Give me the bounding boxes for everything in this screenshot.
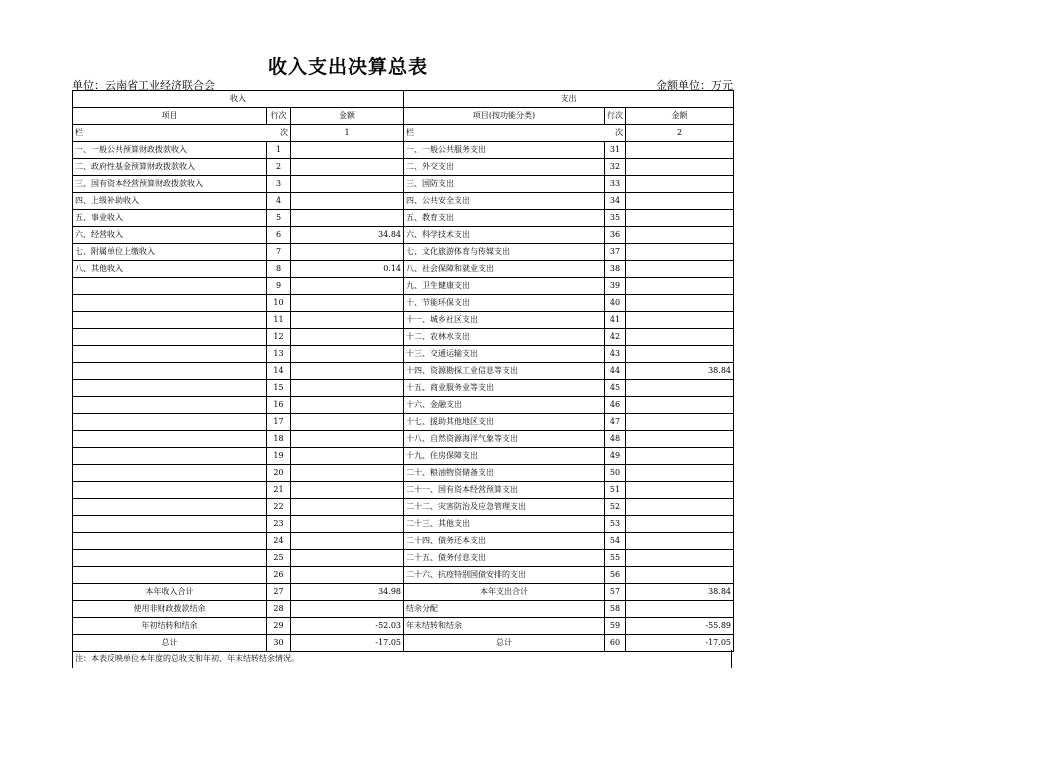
income-item	[73, 278, 267, 295]
expense-row-number: 44	[605, 363, 626, 380]
income-row-number: 27	[267, 584, 291, 601]
income-amount	[291, 159, 404, 176]
expense-amount	[626, 499, 734, 516]
expense-row-number: 57	[605, 584, 626, 601]
expense-item: 七、文化旅游体育与传媒支出	[404, 244, 605, 261]
table-row	[73, 363, 734, 380]
income-amount	[291, 465, 404, 482]
income-amount	[291, 448, 404, 465]
table-row	[73, 295, 734, 312]
income-row-number: 16	[267, 397, 291, 414]
expense-row-number: 52	[605, 499, 626, 516]
expense-amount: 38.84	[626, 584, 734, 601]
table-row	[73, 142, 734, 159]
expense-row-number: 55	[605, 550, 626, 567]
page-title: 收入支出决算总表	[267, 56, 428, 78]
expense-summary-item: 本年支出合计	[404, 584, 605, 601]
expense-item: 十四、资源勘探工业信息等支出	[404, 363, 605, 380]
expense-item: 四、公共安全支出	[404, 193, 605, 210]
expense-item: 二十四、债务还本支出	[404, 533, 605, 550]
summary-row	[73, 618, 734, 635]
income-item	[73, 533, 267, 550]
expense-summary-item: 结余分配	[404, 601, 605, 618]
income-item	[73, 567, 267, 584]
expense-item: 二十三、其他支出	[404, 516, 605, 533]
amount-unit-label: 金额单位：万元	[656, 79, 733, 92]
income-amount	[291, 567, 404, 584]
expense-row-number: 35	[605, 210, 626, 227]
expense-amount: -55.89	[626, 618, 734, 635]
table-row	[73, 261, 734, 278]
summary-row	[73, 601, 734, 618]
summary-row	[73, 584, 734, 601]
income-item	[73, 380, 267, 397]
expense-amount	[626, 261, 734, 278]
expense-amount	[626, 448, 734, 465]
expense-amount	[626, 142, 734, 159]
table-row	[73, 329, 734, 346]
income-amount	[291, 193, 404, 210]
table-row	[73, 210, 734, 227]
income-amount: -52.03	[291, 618, 404, 635]
expense-item: 十九、住房保障支出	[404, 448, 605, 465]
income-row-number: 6	[267, 227, 291, 244]
expense-summary-item: 年末结转和结余	[404, 618, 605, 635]
expense-column-index: 2	[626, 125, 734, 142]
income-item	[73, 431, 267, 448]
income-summary-item: 本年收入合计	[73, 584, 267, 601]
income-summary-item: 年初结转和结余	[73, 618, 267, 635]
header-income-item: 项目	[73, 108, 267, 125]
income-item	[73, 482, 267, 499]
income-row-number: 20	[267, 465, 291, 482]
expense-amount: -17.05	[626, 635, 734, 652]
expense-row-number: 50	[605, 465, 626, 482]
table-row	[73, 533, 734, 550]
income-row-number: 22	[267, 499, 291, 516]
table-row	[73, 176, 734, 193]
income-row-number: 11	[267, 312, 291, 329]
income-amount	[291, 601, 404, 618]
expense-row-number: 39	[605, 278, 626, 295]
column-index-row	[73, 125, 734, 142]
income-amount	[291, 533, 404, 550]
income-amount	[291, 363, 404, 380]
table-row	[73, 516, 734, 533]
expense-row-number: 49	[605, 448, 626, 465]
expense-row-number: 46	[605, 397, 626, 414]
expense-item: 十三、交通运输支出	[404, 346, 605, 363]
income-amount	[291, 142, 404, 159]
ci-label: 次	[280, 128, 288, 137]
expense-item: 九、卫生健康支出	[404, 278, 605, 295]
income-item	[73, 329, 267, 346]
table-row	[73, 193, 734, 210]
income-row-number: 8	[267, 261, 291, 278]
table-row	[73, 227, 734, 244]
income-row-number: 21	[267, 482, 291, 499]
income-row-number: 9	[267, 278, 291, 295]
expense-item: 十二、农林水支出	[404, 329, 605, 346]
income-amount	[291, 278, 404, 295]
expense-item: 五、教育支出	[404, 210, 605, 227]
table-row	[73, 414, 734, 431]
income-amount: 0.14	[291, 261, 404, 278]
expense-amount	[626, 550, 734, 567]
expense-row-number: 31	[605, 142, 626, 159]
expense-amount	[626, 567, 734, 584]
expense-item: 二十六、抗疫特别国债安排的支出	[404, 567, 605, 584]
expense-amount	[626, 482, 734, 499]
lan-label: 栏	[75, 128, 83, 137]
expense-amount	[626, 312, 734, 329]
income-row-number: 3	[267, 176, 291, 193]
income-item	[73, 448, 267, 465]
income-row-number: 17	[267, 414, 291, 431]
expense-row-number: 38	[605, 261, 626, 278]
column-index-label-income	[73, 125, 291, 142]
table-row	[73, 346, 734, 363]
expense-amount	[626, 193, 734, 210]
table-row	[73, 380, 734, 397]
expense-row-number: 48	[605, 431, 626, 448]
expense-amount	[626, 380, 734, 397]
expense-amount	[626, 397, 734, 414]
expense-amount	[626, 533, 734, 550]
income-row-number: 30	[267, 635, 291, 652]
expense-item: 二十五、债务付息支出	[404, 550, 605, 567]
expense-amount	[626, 346, 734, 363]
expense-item: 十、节能环保支出	[404, 295, 605, 312]
summary-row	[73, 635, 734, 652]
table-row	[73, 550, 734, 567]
expense-amount	[626, 210, 734, 227]
income-item	[73, 414, 267, 431]
footnote: 注：本表反映单位本年度的总收支和年初、年末结转结余情况。	[72, 650, 732, 668]
expense-row-number: 53	[605, 516, 626, 533]
expense-item: 十七、援助其他地区支出	[404, 414, 605, 431]
table-row	[73, 465, 734, 482]
income-item: 六、经营收入	[73, 227, 267, 244]
income-item: 四、上级补助收入	[73, 193, 267, 210]
expense-item: 八、社会保障和就业支出	[404, 261, 605, 278]
income-summary-item: 总计	[73, 635, 267, 652]
expense-row-number: 32	[605, 159, 626, 176]
expense-row-number: 33	[605, 176, 626, 193]
income-item: 二、政府性基金预算财政拨款收入	[73, 159, 267, 176]
income-amount: 34.84	[291, 227, 404, 244]
expense-item: 十五、商业服务业等支出	[404, 380, 605, 397]
expense-amount	[626, 176, 734, 193]
expense-item: 六、科学技术支出	[404, 227, 605, 244]
income-row-number: 4	[267, 193, 291, 210]
expense-row-number: 58	[605, 601, 626, 618]
expense-item: 二十、粮油物资储备支出	[404, 465, 605, 482]
ci-label: 次	[615, 128, 623, 137]
income-item	[73, 499, 267, 516]
expense-amount	[626, 159, 734, 176]
expense-item: 一、一般公共服务支出	[404, 142, 605, 159]
income-amount	[291, 414, 404, 431]
column-header-row	[73, 108, 734, 125]
income-amount	[291, 431, 404, 448]
expense-row-number: 43	[605, 346, 626, 363]
income-item: 一、一般公共预算财政拨款收入	[73, 142, 267, 159]
expense-item: 十一、城乡社区支出	[404, 312, 605, 329]
income-amount	[291, 244, 404, 261]
expense-item: 十八、自然资源海洋气象等支出	[404, 431, 605, 448]
income-row-number: 23	[267, 516, 291, 533]
expense-amount	[626, 295, 734, 312]
expense-row-number: 60	[605, 635, 626, 652]
income-amount	[291, 516, 404, 533]
section-income: 收入	[73, 91, 404, 108]
income-item: 八、其他收入	[73, 261, 267, 278]
expense-amount: 38.84	[626, 363, 734, 380]
income-row-number: 25	[267, 550, 291, 567]
section-header-row	[73, 91, 734, 108]
expense-amount	[626, 278, 734, 295]
income-item	[73, 465, 267, 482]
income-amount	[291, 176, 404, 193]
expense-item: 三、国防支出	[404, 176, 605, 193]
income-row-number: 18	[267, 431, 291, 448]
income-row-number: 12	[267, 329, 291, 346]
expense-amount	[626, 227, 734, 244]
table-row	[73, 397, 734, 414]
income-amount	[291, 550, 404, 567]
expense-row-number: 56	[605, 567, 626, 584]
table-row	[73, 448, 734, 465]
lan-label: 栏	[406, 128, 414, 137]
expense-row-number: 45	[605, 380, 626, 397]
header-income-amount: 金额	[291, 108, 404, 125]
column-index-label-expense	[404, 125, 626, 142]
income-item	[73, 397, 267, 414]
income-amount	[291, 397, 404, 414]
expense-amount	[626, 516, 734, 533]
income-amount	[291, 329, 404, 346]
income-row-number: 2	[267, 159, 291, 176]
income-summary-item: 使用非财政拨款结余	[73, 601, 267, 618]
expense-item: 二十二、灾害防治及应急管理支出	[404, 499, 605, 516]
expense-row-number: 59	[605, 618, 626, 635]
section-expense: 支出	[404, 91, 734, 108]
expense-amount	[626, 601, 734, 618]
table-row	[73, 159, 734, 176]
expense-row-number: 42	[605, 329, 626, 346]
income-item	[73, 516, 267, 533]
income-row-number: 5	[267, 210, 291, 227]
income-item: 五、事业收入	[73, 210, 267, 227]
income-expense-table	[72, 90, 734, 652]
expense-row-number: 36	[605, 227, 626, 244]
expense-summary-item: 总计	[404, 635, 605, 652]
income-row-number: 29	[267, 618, 291, 635]
expense-row-number: 51	[605, 482, 626, 499]
expense-row-number: 47	[605, 414, 626, 431]
expense-item: 二、外交支出	[404, 159, 605, 176]
unit-label: 单位：云南省工业经济联合会	[72, 79, 215, 92]
income-row-number: 28	[267, 601, 291, 618]
income-item	[73, 312, 267, 329]
income-row-number: 13	[267, 346, 291, 363]
income-amount	[291, 346, 404, 363]
income-item	[73, 550, 267, 567]
income-row-number: 26	[267, 567, 291, 584]
expense-row-number: 40	[605, 295, 626, 312]
income-row-number: 7	[267, 244, 291, 261]
table-row	[73, 499, 734, 516]
header-expense-amount: 金额	[626, 108, 734, 125]
income-item: 三、国有资本经营预算财政拨款收入	[73, 176, 267, 193]
table-row	[73, 312, 734, 329]
income-row-number: 19	[267, 448, 291, 465]
expense-row-number: 34	[605, 193, 626, 210]
expense-amount	[626, 414, 734, 431]
expense-amount	[626, 329, 734, 346]
income-amount	[291, 482, 404, 499]
income-amount	[291, 380, 404, 397]
income-item	[73, 295, 267, 312]
income-amount	[291, 499, 404, 516]
income-item	[73, 346, 267, 363]
income-amount	[291, 295, 404, 312]
table-row	[73, 244, 734, 261]
expense-amount	[626, 465, 734, 482]
header-expense-item: 项目(按功能分类)	[404, 108, 605, 125]
expense-amount	[626, 431, 734, 448]
income-amount	[291, 312, 404, 329]
income-row-number: 15	[267, 380, 291, 397]
table-row	[73, 431, 734, 448]
income-amount: 34.98	[291, 584, 404, 601]
header-income-row: 行次	[267, 108, 291, 125]
expense-row-number: 54	[605, 533, 626, 550]
income-amount	[291, 210, 404, 227]
table-row	[73, 567, 734, 584]
income-row-number: 14	[267, 363, 291, 380]
expense-row-number: 41	[605, 312, 626, 329]
income-row-number: 10	[267, 295, 291, 312]
expense-item: 二十一、国有资本经营预算支出	[404, 482, 605, 499]
table-row	[73, 482, 734, 499]
expense-item: 十六、金融支出	[404, 397, 605, 414]
income-amount: -17.05	[291, 635, 404, 652]
income-item	[73, 363, 267, 380]
income-column-index: 1	[291, 125, 404, 142]
table-row	[73, 278, 734, 295]
expense-row-number: 37	[605, 244, 626, 261]
income-item: 七、附属单位上缴收入	[73, 244, 267, 261]
income-row-number: 1	[267, 142, 291, 159]
header-expense-row: 行次	[605, 108, 626, 125]
expense-amount	[626, 244, 734, 261]
income-row-number: 24	[267, 533, 291, 550]
